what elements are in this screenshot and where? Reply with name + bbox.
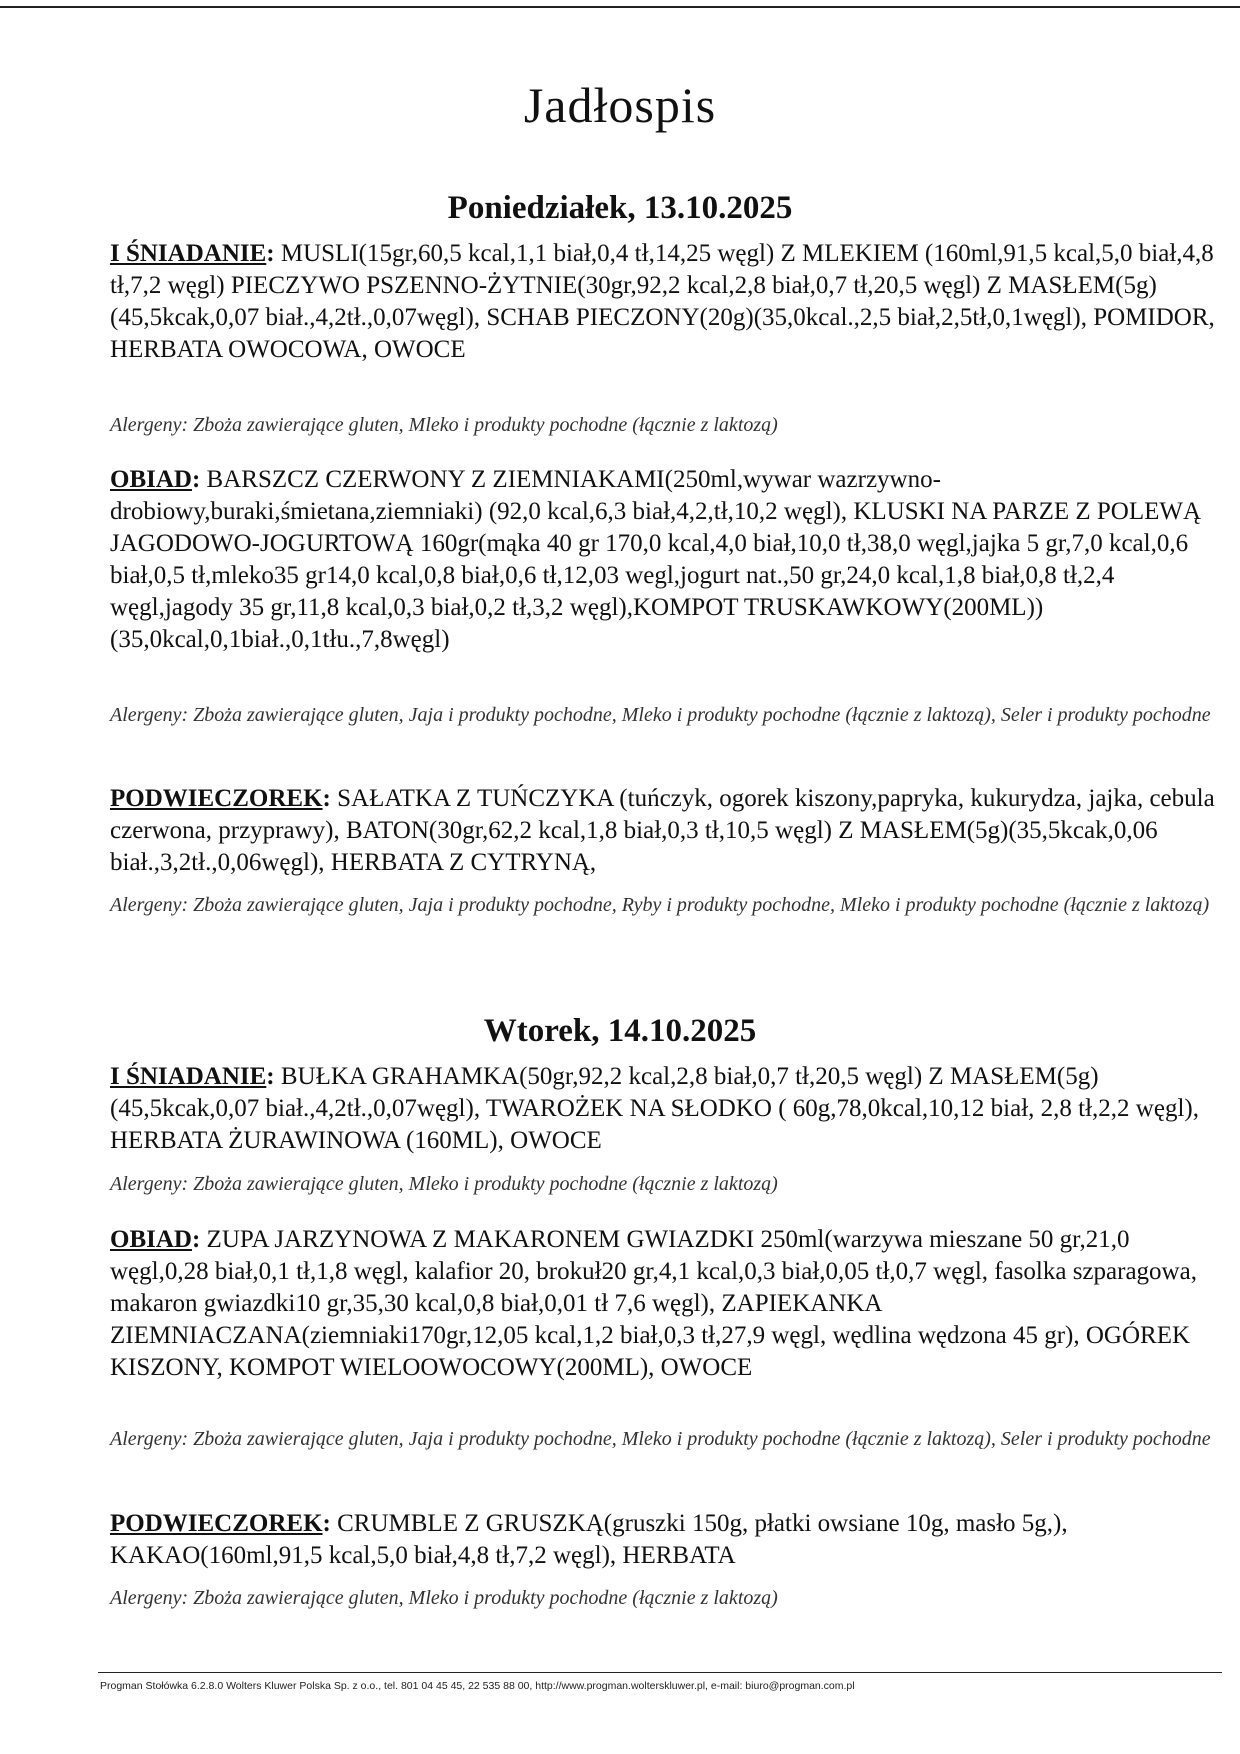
meal-lunch-monday: OBIAD: BARSZCZ CZERWONY Z ZIEMNIAKAMI(250ml,wywar wazrzywno-drobiowy,buraki,śmietana,ziemniaki) (92,0 kcal,6,3 biał,4,2,tł,10,2 węgl), KLUSKI NA PARZE Z POLEWĄ JAGODOWO-JOGURTOWĄ 160gr(mąka 40 gr 170,0 kcal,4,0 biał,10,0 tł,38,0 węgl,jajka 5 gr,7,0 kcal,0,6 biał,0,5 tł,mleko35 gr14,0 kcal,0,8 biał,0,6 tł,12,03 wegl,jogurt nat.,50 gr,24,0 kcal,1,8 biał,0,8 tł,2,4 węgl,jagody 35 gr,11,8 kcal,0,3 biał,0,2 tł,3,2 węgl),KOMPOT TRUSKAWKOWY(200ML))(35,0kcal,0,1biał.,0,1tłu.,7,8węgl): [110, 466, 1202, 653]
meal-label: I ŚNIADANIE: [110, 240, 267, 267]
footer-rule: [98, 1672, 1222, 1673]
page-title: Jadłospis: [523, 77, 717, 133]
meal-label: PODWIECZOREK: [110, 1510, 323, 1537]
allergens-lunch-monday: Alergeny: Zboża zawierające gluten, Jaja i produkty pochodne, Mleko i produkty pochodne (łącznie z laktozą), Seler i produkty pochodne: [110, 704, 1211, 726]
top-rule: [0, 6, 1240, 8]
meal-label: PODWIECZOREK: [110, 785, 323, 812]
meal-breakfast-tuesday: I ŚNIADANIE: BUŁKA GRAHAMKA(50gr,92,2 kcal,2,8 biał,0,7 tł,20,5 węgl) Z MASŁEM(5g)(45,5kcak,0,07 biał.,4,2tł.,0,07węgl), TWAROŻEK NA SŁODKO ( 60g,78,0kcal,10,12 biał, 2,8 tł,2,2 węgl), HERBATA ŻURAWINOWA (160ML), OWOCE: [110, 1063, 1199, 1154]
meal-label: OBIAD: [110, 466, 192, 493]
meal-breakfast-monday: I ŚNIADANIE: MUSLI(15gr,60,5 kcal,1,1 biał,0,4 tł,14,25 węgl) Z MLEKIEM (160ml,91,5 kcal,5,0 biał,4,8 tł,7,2 węgl) PIECZYWO PSZENNO-ŻYTNIE(30gr,92,2 kcal,2,8 biał,0,7 tł,20,5 węgl) Z MASŁEM(5g)(45,5kcak,0,07 biał.,4,2tł.,0,07węgl), SCHAB PIECZONY(20g)(35,0kcal.,2,5 biał,2,5tł,0,1węgl), POMIDOR, HERBATA OWOCOWA, OWOCE: [110, 240, 1215, 363]
day-heading-tuesday: Wtorek, 14.10.2025: [483, 1013, 757, 1049]
meal-label: I ŚNIADANIE: [110, 1063, 267, 1090]
page-footer: Progman Stołówka 6.2.8.0 Wolters Kluwer Polska Sp. z o.o., tel. 801 04 45 45, 22 535 88 00, http://www.progman.wolterskluwer.pl, e-mail: biuro@progman.com.pl: [100, 1680, 855, 1692]
allergens-lunch-tuesday: Alergeny: Zboża zawierające gluten, Jaja i produkty pochodne, Mleko i produkty pochodne (łącznie z laktozą), Seler i produkty pochodne: [110, 1428, 1211, 1450]
allergens-snack-monday: Alergeny: Zboża zawierające gluten, Jaja i produkty pochodne, Ryby i produkty pochodne, Mleko i produkty pochodne (łącznie z laktozą): [110, 894, 1210, 916]
meal-text: BUŁKA GRAHAMKA(50gr,92,2 kcal,2,8 biał,0,7 tł,20,5 węgl) Z MASŁEM(5g)(45,5kcak,0,07 biał.,4,2tł.,0,07węgl), TWAROŻEK NA SŁODKO ( 60g,78,0kcal,10,12 biał, 2,8 tł,2,2 węgl), HERBATA ŻURAWINOWA (160ML), OWOCE: [110, 1063, 1199, 1154]
meal-text: CRUMBLE Z GRUSZKĄ(gruszki 150g, płatki owsiane 10g, masło 5g,), KAKAO(160ml,91,5 kcal,5,0 biał,4,8 tł,7,2 węgl), HERBATA: [110, 1510, 1068, 1569]
meal-text: MUSLI(15gr,60,5 kcal,1,1 biał,0,4 tł,14,25 węgl) Z MLEKIEM (160ml,91,5 kcal,5,0 biał,4,8 tł,7,2 węgl) PIECZYWO PSZENNO-ŻYTNIE(30gr,92,2 kcal,2,8 biał,0,7 tł,20,5 węgl) Z MASŁEM(5g)(45,5kcak,0,07 biał.,4,2tł.,0,07węgl), SCHAB PIECZONY(20g)(35,0kcal.,2,5 biał,2,5tł,0,1węgl), POMIDOR, HERBATA OWOCOWA, OWOCE: [110, 240, 1215, 363]
meal-snack-monday: PODWIECZOREK: SAŁATKA Z TUŃCZYKA (tuńczyk, ogorek kiszony,papryka, kukurydza, jajka, cebula czerwona, przyprawy), BATON(30gr,62,2 kcal,1,8 biał,0,3 tł,10,5 węgl) Z MASŁEM(5g)(35,5kcak,0,06 biał.,3,2tł.,0,06węgl), HERBATA Z CYTRYNĄ,: [110, 785, 1215, 876]
meal-text: ZUPA JARZYNOWA Z MAKARONEM GWIAZDKI 250ml(warzywa mieszane 50 gr,21,0 węgl,0,28 biał,0,1 tł,1,8 węgl, kalafior 20, brokuł20 gr,4,1 kcal,0,3 biał,0,05 tł,0,7 węgl, fasolka szparagowa, makaron gwiazdki10 gr,35,30 kcal,0,8 biał,0,01 tł 7,6 węgl), ZAPIEKANKA ZIEMNIACZANA(ziemniaki170gr,12,05 kcal,1,2 biał,0,3 tł,27,9 węgl, wędlina wędzona 45 gr), OGÓREK KISZONY, KOMPOT WIELOOWOCOWY(200ML), OWOCE: [110, 1226, 1197, 1381]
meal-text: SAŁATKA Z TUŃCZYKA (tuńczyk, ogorek kiszony,papryka, kukurydza, jajka, cebula czerwona, przyprawy), BATON(30gr,62,2 kcal,1,8 biał,0,3 tł,10,5 węgl) Z MASŁEM(5g)(35,5kcak,0,06 biał.,3,2tł.,0,06węgl), HERBATA Z CYTRYNĄ,: [110, 785, 1215, 876]
meal-lunch-tuesday: OBIAD: ZUPA JARZYNOWA Z MAKARONEM GWIAZDKI 250ml(warzywa mieszane 50 gr,21,0 węgl,0,28 biał,0,1 tł,1,8 węgl, kalafior 20, brokuł20 gr,4,1 kcal,0,3 biał,0,05 tł,0,7 węgl, fasolka szparagowa, makaron gwiazdki10 gr,35,30 kcal,0,8 biał,0,01 tł 7,6 węgl), ZAPIEKANKA ZIEMNIACZANA(ziemniaki170gr,12,05 kcal,1,2 biał,0,3 tł,27,9 węgl, wędlina wędzona 45 gr), OGÓREK KISZONY, KOMPOT WIELOOWOCOWY(200ML), OWOCE: [110, 1226, 1197, 1381]
allergens-breakfast-tuesday: Alergeny: Zboża zawierające gluten, Mleko i produkty pochodne (łącznie z laktozą): [110, 1173, 778, 1195]
allergens-snack-tuesday: Alergeny: Zboża zawierające gluten, Mleko i produkty pochodne (łącznie z laktozą): [110, 1587, 778, 1609]
meal-text: BARSZCZ CZERWONY Z ZIEMNIAKAMI(250ml,wywar wazrzywno-drobiowy,buraki,śmietana,ziemniaki) (92,0 kcal,6,3 biał,4,2,tł,10,2 węgl), KLUSKI NA PARZE Z POLEWĄ JAGODOWO-JOGURTOWĄ 160gr(mąka 40 gr 170,0 kcal,4,0 biał,10,0 tł,38,0 węgl,jajka 5 gr,7,0 kcal,0,6 biał,0,5 tł,mleko35 gr14,0 kcal,0,8 biał,0,6 tł,12,03 wegl,jogurt nat.,50 gr,24,0 kcal,1,8 biał,0,8 tł,2,4 węgl,jagody 35 gr,11,8 kcal,0,3 biał,0,2 tł,3,2 węgl),KOMPOT TRUSKAWKOWY(200ML))(35,0kcal,0,1biał.,0,1tłu.,7,8węgl): [110, 466, 1202, 653]
meal-label: OBIAD: [110, 1226, 192, 1253]
allergens-breakfast-monday: Alergeny: Zboża zawierające gluten, Mleko i produkty pochodne (łącznie z laktozą): [110, 414, 778, 436]
day-heading-monday: Poniedziałek, 13.10.2025: [447, 190, 793, 226]
meal-snack-tuesday: PODWIECZOREK: CRUMBLE Z GRUSZKĄ(gruszki 150g, płatki owsiane 10g, masło 5g,), KAKAO(160ml,91,5 kcal,5,0 biał,4,8 tł,7,2 węgl), HERBATA: [110, 1510, 1068, 1569]
